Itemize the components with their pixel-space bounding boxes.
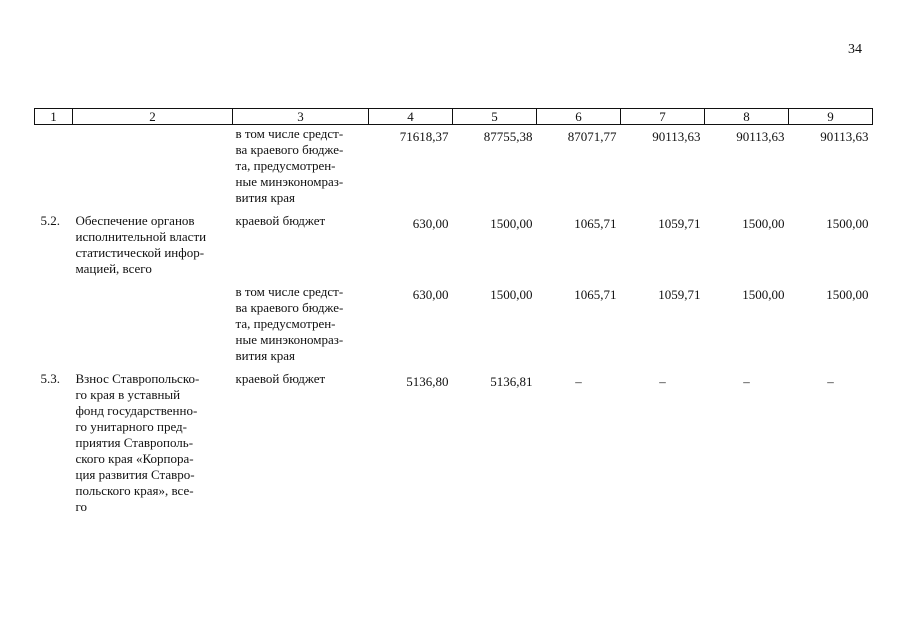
value-cell: –: [575, 374, 582, 389]
value-cell: 1500,00: [490, 216, 533, 231]
value-cell: 1065,71: [574, 287, 617, 302]
description-line: приятия Ставрополь-: [75, 435, 194, 450]
value-cell: 5136,80: [406, 374, 449, 389]
row-spacer: [35, 515, 873, 521]
row-index: 5.3.: [40, 371, 60, 386]
description-line: го унитарного пред-: [75, 419, 187, 434]
value-cell: 1500,00: [742, 287, 785, 302]
value-cell: 1500,00: [826, 216, 869, 231]
header-cell: 7: [621, 109, 705, 125]
description-line: го края в уставный: [75, 387, 181, 402]
source-line: ва краевого бюдже-: [235, 142, 344, 157]
row-index: [35, 283, 73, 364]
header-cell: 4: [369, 109, 453, 125]
description-line: ция развития Ставро-: [75, 467, 195, 482]
table-row: [35, 370, 873, 515]
page-number: 34: [848, 42, 862, 57]
value-cell: 90113,63: [736, 129, 785, 144]
source-line: та, предусмотрен-: [235, 158, 336, 173]
row-index: [35, 125, 73, 207]
table-row: [35, 283, 873, 364]
header-cell: 3: [233, 109, 369, 125]
value-cell: 1500,00: [490, 287, 533, 302]
description-line: Взнос Ставропольско-: [75, 371, 200, 386]
value-cell: 1059,71: [658, 216, 701, 231]
value-cell: 1500,00: [826, 287, 869, 302]
source-line: вития края: [235, 190, 296, 205]
value-cell: 5136,81: [490, 374, 533, 389]
row-index: 5.2.: [40, 213, 60, 228]
header-cell: 8: [705, 109, 789, 125]
value-cell: 1059,71: [658, 287, 701, 302]
header-cell: 1: [35, 109, 73, 125]
description-line: польского края», все-: [75, 483, 194, 498]
value-cell: 71618,37: [399, 129, 449, 144]
funding-source: [233, 283, 369, 364]
description-line: статистической инфор-: [75, 245, 205, 260]
row-description: [73, 283, 233, 364]
header-cell: 6: [537, 109, 621, 125]
funding-source: [233, 370, 369, 515]
table-row: [35, 125, 873, 207]
source-line: в том числе средст-: [235, 126, 344, 141]
description-line: исполнительной власти: [75, 229, 207, 244]
description-line: го: [75, 499, 88, 514]
source-line: краевой бюджет: [235, 213, 326, 228]
row-description: [73, 370, 233, 515]
source-line: вития края: [235, 348, 296, 363]
value-cell: 87755,38: [483, 129, 533, 144]
budget-table: [34, 108, 873, 521]
funding-source: [233, 125, 369, 207]
row-description: [73, 125, 233, 207]
value-cell: 630,00: [412, 216, 449, 231]
value-cell: –: [743, 374, 750, 389]
table-row: [35, 212, 873, 277]
value-cell: –: [659, 374, 666, 389]
description-line: фонд государственно-: [75, 403, 198, 418]
source-line: та, предусмотрен-: [235, 316, 336, 331]
description-line: ского края «Корпора-: [75, 451, 194, 466]
description-line: Обеспечение органов: [75, 213, 195, 228]
row-description: [73, 212, 233, 277]
value-cell: 87071,77: [567, 129, 617, 144]
funding-source: [233, 212, 369, 277]
value-cell: 630,00: [412, 287, 449, 302]
header-cell: 2: [73, 109, 233, 125]
table-header-row: [35, 109, 873, 125]
value-cell: 1065,71: [574, 216, 617, 231]
source-line: краевой бюджет: [235, 371, 326, 386]
source-line: в том числе средст-: [235, 284, 344, 299]
source-line: ные минэкономраз-: [235, 332, 344, 347]
header-cell: 9: [789, 109, 873, 125]
header-cell: 5: [453, 109, 537, 125]
source-line: ва краевого бюдже-: [235, 300, 344, 315]
value-cell: –: [827, 374, 834, 389]
value-cell: 90113,63: [652, 129, 701, 144]
value-cell: 1500,00: [742, 216, 785, 231]
source-line: ные минэкономраз-: [235, 174, 344, 189]
description-line: мацией, всего: [75, 261, 152, 276]
value-cell: 90113,63: [820, 129, 869, 144]
